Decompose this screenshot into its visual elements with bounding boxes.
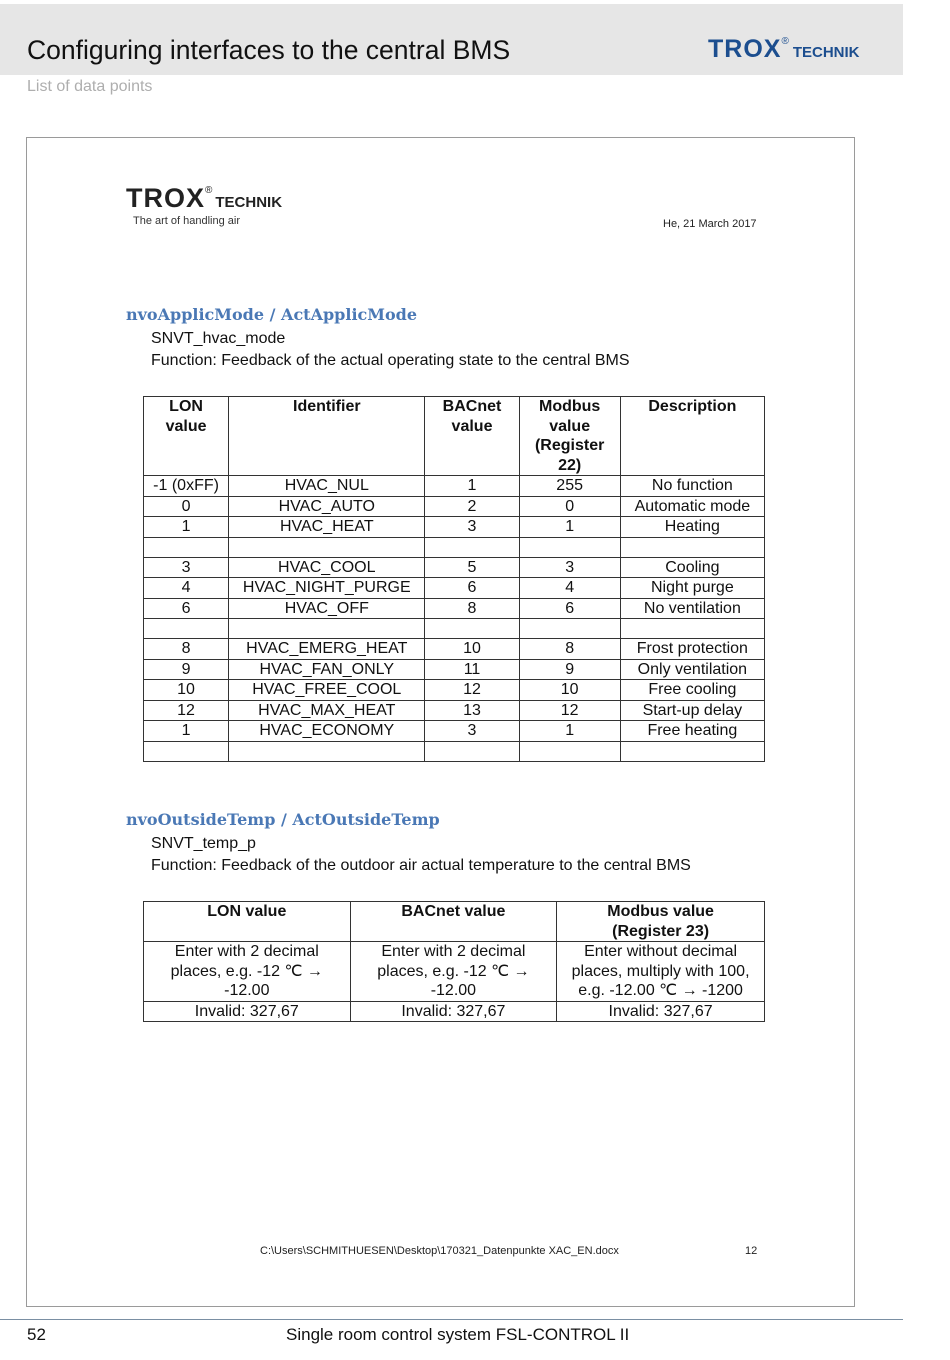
table-cell: HVAC_FREE_COOL bbox=[229, 680, 425, 701]
table-cell: 10 bbox=[519, 680, 620, 701]
table-cell: 3 bbox=[425, 517, 519, 538]
table-cell: Invalid: 327,67 bbox=[144, 1001, 351, 1022]
table-cell: Automatic mode bbox=[620, 496, 764, 517]
table-cell: 1 bbox=[425, 476, 519, 497]
table-cell bbox=[425, 537, 519, 557]
table-row bbox=[144, 619, 765, 639]
table-cell bbox=[620, 741, 764, 761]
table-cell: 255 bbox=[519, 476, 620, 497]
document-logo bbox=[126, 183, 282, 214]
table-cell: Cooling bbox=[620, 557, 764, 578]
hvac-mode-table bbox=[143, 396, 765, 762]
table-cell: 6 bbox=[144, 598, 229, 619]
column-header: Modbus value (Register 22) bbox=[519, 397, 620, 476]
column-header: Modbus value (Register 23) bbox=[557, 902, 765, 942]
table-cell: 13 bbox=[425, 700, 519, 721]
page-header bbox=[0, 4, 903, 75]
section-function-applic-mode: Function: Feedback of the actual operating state to the central BMS bbox=[151, 352, 630, 369]
table-cell: 1 bbox=[519, 517, 620, 538]
column-header: LON value bbox=[144, 902, 351, 942]
logo-suffix: TECHNIK bbox=[792, 44, 860, 61]
table-row bbox=[144, 639, 765, 660]
table-row bbox=[144, 741, 765, 761]
section-type-outside-temp: SNVT_temp_p bbox=[151, 835, 256, 852]
table-cell: 0 bbox=[144, 496, 229, 517]
table-cell bbox=[620, 619, 764, 639]
table-cell: 3 bbox=[519, 557, 620, 578]
table-row bbox=[144, 496, 765, 517]
table-cell: HVAC_NUL bbox=[229, 476, 425, 497]
table-cell: Frost protection bbox=[620, 639, 764, 660]
table-cell: 10 bbox=[425, 639, 519, 660]
table-cell: Free heating bbox=[620, 721, 764, 742]
footer-divider bbox=[0, 1319, 903, 1320]
table-cell bbox=[519, 741, 620, 761]
table-cell: 3 bbox=[425, 721, 519, 742]
table-cell bbox=[229, 537, 425, 557]
table-cell bbox=[144, 741, 229, 761]
table-cell: Enter without decimal places, multiply with 100, e.g. -12.00 ℃ → -1200 bbox=[557, 942, 765, 1002]
table-cell: 2 bbox=[425, 496, 519, 517]
page-title: Configuring interfaces to the central BMS bbox=[27, 35, 511, 65]
table-header-row bbox=[144, 397, 765, 476]
table-cell: Invalid: 327,67 bbox=[350, 1001, 557, 1022]
table-cell bbox=[425, 619, 519, 639]
table-cell bbox=[519, 619, 620, 639]
table-cell bbox=[519, 537, 620, 557]
trox-logo bbox=[708, 35, 860, 64]
table-cell: 6 bbox=[425, 578, 519, 599]
table-row bbox=[144, 680, 765, 701]
table-cell bbox=[229, 741, 425, 761]
table-cell: 12 bbox=[519, 700, 620, 721]
table-row bbox=[144, 942, 765, 1002]
table-row bbox=[144, 659, 765, 680]
table-cell: HVAC_AUTO bbox=[229, 496, 425, 517]
logo-wordmark: TROX bbox=[708, 35, 782, 63]
table-cell bbox=[144, 537, 229, 557]
table-row bbox=[144, 517, 765, 538]
table-row bbox=[144, 721, 765, 742]
table-cell: 1 bbox=[519, 721, 620, 742]
table-cell: HVAC_EMERG_HEAT bbox=[229, 639, 425, 660]
table-cell: 1 bbox=[144, 517, 229, 538]
document-page-number: 12 bbox=[745, 1245, 758, 1257]
column-header: BACnet value bbox=[350, 902, 557, 942]
table-cell: Invalid: 327,67 bbox=[557, 1001, 765, 1022]
table-header-row bbox=[144, 902, 765, 942]
table-row bbox=[144, 598, 765, 619]
table-cell: HVAC_FAN_ONLY bbox=[229, 659, 425, 680]
table-row bbox=[144, 1001, 765, 1022]
section-function-outside-temp: Function: Feedback of the outdoor air actual temperature to the central BMS bbox=[151, 857, 691, 874]
outside-temp-table bbox=[143, 901, 765, 1022]
page-subtitle: List of data points bbox=[27, 78, 153, 95]
table-cell: Heating bbox=[620, 517, 764, 538]
table-cell: 8 bbox=[425, 598, 519, 619]
table-cell: HVAC_COOL bbox=[229, 557, 425, 578]
table-cell bbox=[144, 619, 229, 639]
table-cell: Only ventilation bbox=[620, 659, 764, 680]
column-header: Description bbox=[620, 397, 764, 476]
column-header: LON value bbox=[144, 397, 229, 476]
table-cell: 4 bbox=[144, 578, 229, 599]
logo-registered-mark: ® bbox=[781, 36, 789, 47]
column-header: BACnet value bbox=[425, 397, 519, 476]
document-footer-path: C:\Users\SCHMITHUESEN\Desktop\170321_Datenpunkte XAC_EN.docx bbox=[260, 1245, 619, 1257]
table-cell: Night purge bbox=[620, 578, 764, 599]
section-title-outside-temp: nvoOutsideTemp / ActOutsideTemp bbox=[126, 810, 440, 829]
table-cell: 5 bbox=[425, 557, 519, 578]
table-row bbox=[144, 557, 765, 578]
table-cell: HVAC_NIGHT_PURGE bbox=[229, 578, 425, 599]
table-cell: Enter with 2 decimal places, e.g. -12 ℃ → -12.00 bbox=[350, 942, 557, 1002]
table-cell: 9 bbox=[519, 659, 620, 680]
table-cell: HVAC_OFF bbox=[229, 598, 425, 619]
table-cell: 9 bbox=[144, 659, 229, 680]
table-cell: 8 bbox=[519, 639, 620, 660]
page-number: 52 bbox=[27, 1325, 46, 1344]
document-tagline: The art of handling air bbox=[133, 215, 241, 227]
table-cell: 6 bbox=[519, 598, 620, 619]
document-date: He, 21 March 2017 bbox=[663, 218, 757, 230]
doc-logo-wordmark: TROX bbox=[126, 183, 206, 213]
table-cell: No ventilation bbox=[620, 598, 764, 619]
table-cell: 3 bbox=[144, 557, 229, 578]
table-cell: 1 bbox=[144, 721, 229, 742]
table-cell: HVAC_HEAT bbox=[229, 517, 425, 538]
table-cell bbox=[425, 741, 519, 761]
table-row bbox=[144, 700, 765, 721]
section-type-applic-mode: SNVT_hvac_mode bbox=[151, 330, 286, 347]
section-title-applic-mode: nvoApplicMode / ActApplicMode bbox=[126, 305, 418, 324]
column-header: Identifier bbox=[229, 397, 425, 476]
table-cell: No function bbox=[620, 476, 764, 497]
table-cell: 4 bbox=[519, 578, 620, 599]
table-cell: HVAC_ECONOMY bbox=[229, 721, 425, 742]
table-cell: Enter with 2 decimal places, e.g. -12 ℃ → -12.00 bbox=[144, 942, 351, 1002]
table-cell: Free cooling bbox=[620, 680, 764, 701]
table-cell: Start-up delay bbox=[620, 700, 764, 721]
table-row bbox=[144, 476, 765, 497]
embedded-document bbox=[26, 137, 855, 1307]
table-row bbox=[144, 537, 765, 557]
table-row bbox=[144, 578, 765, 599]
table-cell: 11 bbox=[425, 659, 519, 680]
table-cell: -1 (0xFF) bbox=[144, 476, 229, 497]
doc-logo-suffix: TECHNIK bbox=[215, 194, 283, 211]
table-cell: 12 bbox=[144, 700, 229, 721]
table-cell bbox=[229, 619, 425, 639]
table-cell: 12 bbox=[425, 680, 519, 701]
table-cell bbox=[620, 537, 764, 557]
product-name: Single room control system FSL-CONTROL II bbox=[286, 1325, 630, 1344]
table-cell: 10 bbox=[144, 680, 229, 701]
doc-logo-registered-mark: ® bbox=[205, 185, 213, 196]
table-cell: 0 bbox=[519, 496, 620, 517]
table-cell: HVAC_MAX_HEAT bbox=[229, 700, 425, 721]
table-cell: 8 bbox=[144, 639, 229, 660]
